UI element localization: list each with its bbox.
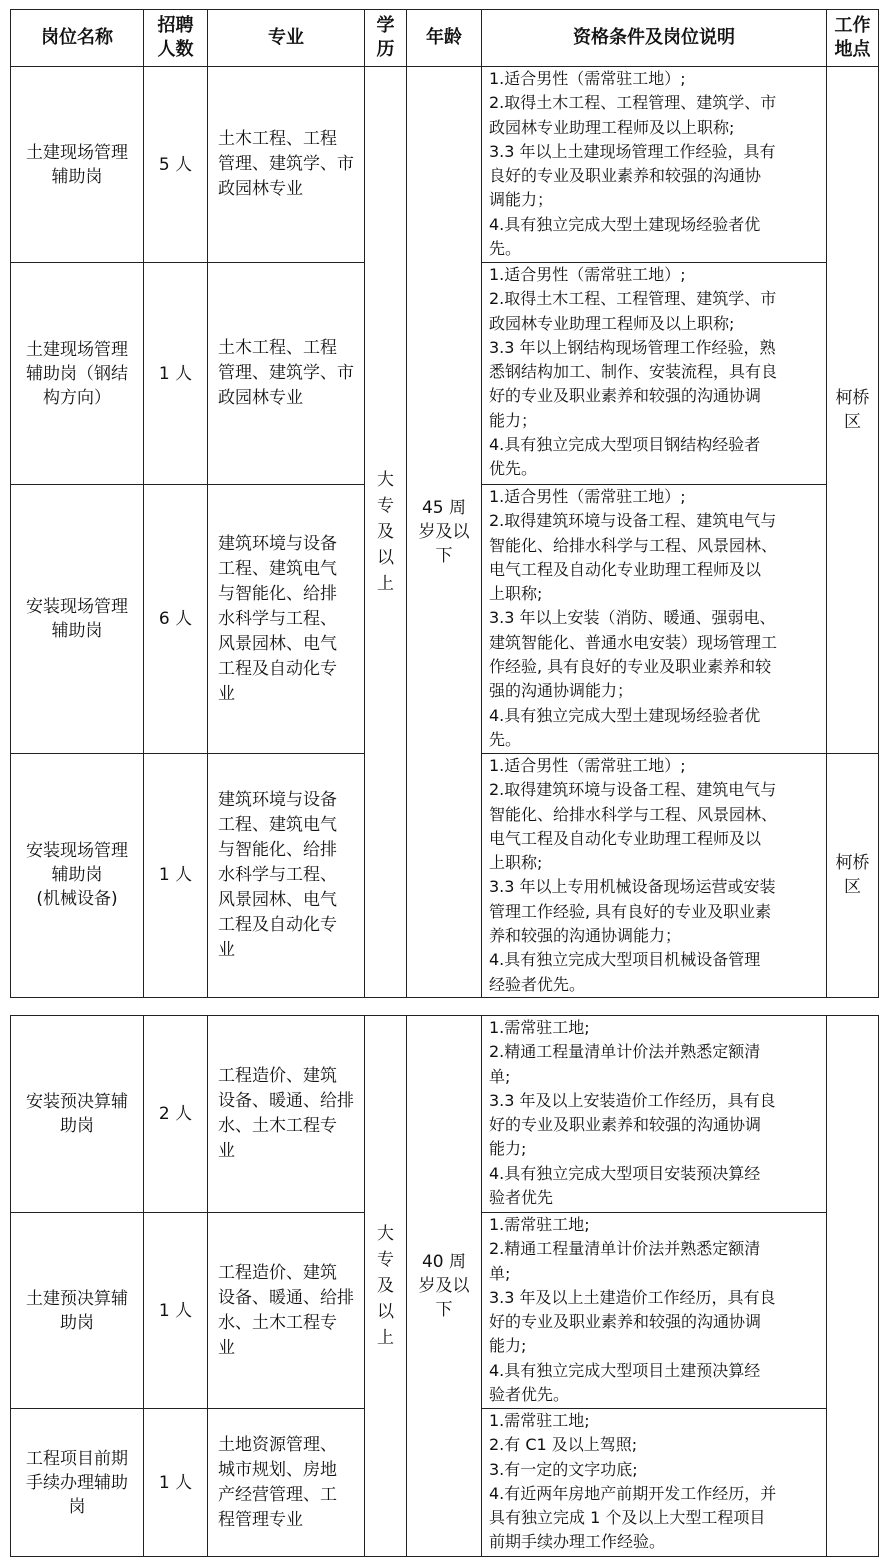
major: 建筑环境与设备 工程、建筑电气 与智能化、给排 水科学与工程、 风景园林、电气 工程及自动化专 业 (208, 485, 365, 754)
position-name: 安装预决算辅 助岗 (11, 1016, 144, 1213)
requirements: 1.适合男性（需常驻工地）; 2.取得土木工程、工程管理、建筑学、市 政园林专业助理工程师及以上职称; 3.3 年以上土建现场管理工作经验，具有 良好的专业及职业素养和较强的沟通协 调能力； 4.具有独立完成大型土建现场经验者优 先。 (482, 67, 827, 263)
major: 工程造价、建筑 设备、暖通、给排 水、土木工程专 业 (208, 1213, 365, 1409)
major: 建筑环境与设备 工程、建筑电气 与智能化、给排 水科学与工程、 风景园林、电气 工程及自动化专 业 (208, 754, 365, 998)
headcount: 2 人 (144, 1016, 208, 1213)
headcount: 1 人 (144, 1409, 208, 1557)
table-row (11, 1016, 879, 1213)
table-row (11, 67, 879, 263)
requirements: 1.适合男性（需常驻工地）; 2.取得建筑环境与设备工程、建筑电气与 智能化、给排水科学与工程、风景园林、 电气工程及自动化专业助理工程师及以 上职称; 3.3 年以上专用机械设备现场运营或安装 管理工作经验, 具有良好的专业及职业素 养和较强的沟通协调能力； 4.具有独立完成大型项目机械设备管理 经验者优先。 (482, 754, 827, 998)
requirements: 1.需常驻工地; 2.精通工程量清单计价法并熟悉定额清 单; 3.3 年及以上土建造价工作经历，具有良 好的专业及职业素养和较强的沟通协调 能力; 4.具有独立完成大型项目土建预决算经 验者优先。 (482, 1213, 827, 1409)
work-location: 柯桥 区 (827, 67, 879, 754)
requirements: 1.适合男性（需常驻工地）; 2.取得建筑环境与设备工程、建筑电气与 智能化、给排水科学与工程、风景园林、 电气工程及自动化专业助理工程师及以 上职称; 3.3 年以上安装（消防、暖通、强弱电、 建筑智能化、普通水电安装）现场管理工 作经验, 具有良好的专业及职业素养和较 强的沟通协调能力； 4.具有独立完成大型土建现场经验者优 先。 (482, 485, 827, 754)
requirements: 1.需常驻工地; 2.有 C1 及以上驾照; 3.有一定的文字功底; 4.有近两年房地产前期开发工作经历，并 具有独立完成 1 个及以上大型工程项目 前期手续办理工作经验。 (482, 1409, 827, 1557)
headcount: 1 人 (144, 754, 208, 998)
headcount: 1 人 (144, 263, 208, 485)
header-location: 工作 地点 (827, 10, 879, 67)
headcount: 1 人 (144, 1213, 208, 1409)
header-row (11, 10, 879, 67)
position-name: 安装现场管理 辅助岗 (机械设备) (11, 754, 144, 998)
header-education: 学 历 (365, 10, 407, 67)
recruitment-table-2 (10, 1015, 879, 1557)
header-requirements: 资格条件及岗位说明 (482, 10, 827, 67)
headcount: 6 人 (144, 485, 208, 754)
education: 大 专 及 以 上 (365, 1016, 407, 1557)
major: 土木工程、工程 管理、建筑学、市 政园林专业 (208, 263, 365, 485)
position-name: 土建现场管理 辅助岗（钢结 构方向） (11, 263, 144, 485)
header-major: 专业 (208, 10, 365, 67)
education: 大 专 及 以 上 (365, 67, 407, 998)
work-location: 柯桥 区 (827, 754, 879, 998)
requirements: 1.适合男性（需常驻工地）; 2.取得土木工程、工程管理、建筑学、市 政园林专业助理工程师及以上职称; 3.3 年以上钢结构现场管理工作经验，熟 悉钢结构加工、制作、安装流程，具有良 好的专业及职业素养和较强的沟通协调 能力； 4.具有独立完成大型项目钢结构经验者 优先。 (482, 263, 827, 485)
age: 40 周 岁及以 下 (407, 1016, 482, 1557)
major: 土地资源管理、 城市规划、房地 产经营管理、工 程管理专业 (208, 1409, 365, 1557)
requirements: 1.需常驻工地; 2.精通工程量清单计价法并熟悉定额清 单; 3.3 年及以上安装造价工作经历，具有良 好的专业及职业素养和较强的沟通协调 能力; 4.具有独立完成大型项目安装预决算经 验者优先 (482, 1016, 827, 1213)
recruitment-table-1 (10, 9, 879, 998)
position-name: 工程项目前期 手续办理辅助 岗 (11, 1409, 144, 1557)
work-location-empty (827, 1016, 879, 1557)
major: 工程造价、建筑 设备、暖通、给排 水、土木工程专 业 (208, 1016, 365, 1213)
header-name: 岗位名称 (11, 10, 144, 67)
headcount: 5 人 (144, 67, 208, 263)
age: 45 周 岁及以 下 (407, 67, 482, 998)
position-name: 土建预决算辅 助岗 (11, 1213, 144, 1409)
position-name: 安装现场管理 辅助岗 (11, 485, 144, 754)
major: 土木工程、工程 管理、建筑学、市 政园林专业 (208, 67, 365, 263)
header-age: 年龄 (407, 10, 482, 67)
header-count: 招聘 人数 (144, 10, 208, 67)
position-name: 土建现场管理 辅助岗 (11, 67, 144, 263)
